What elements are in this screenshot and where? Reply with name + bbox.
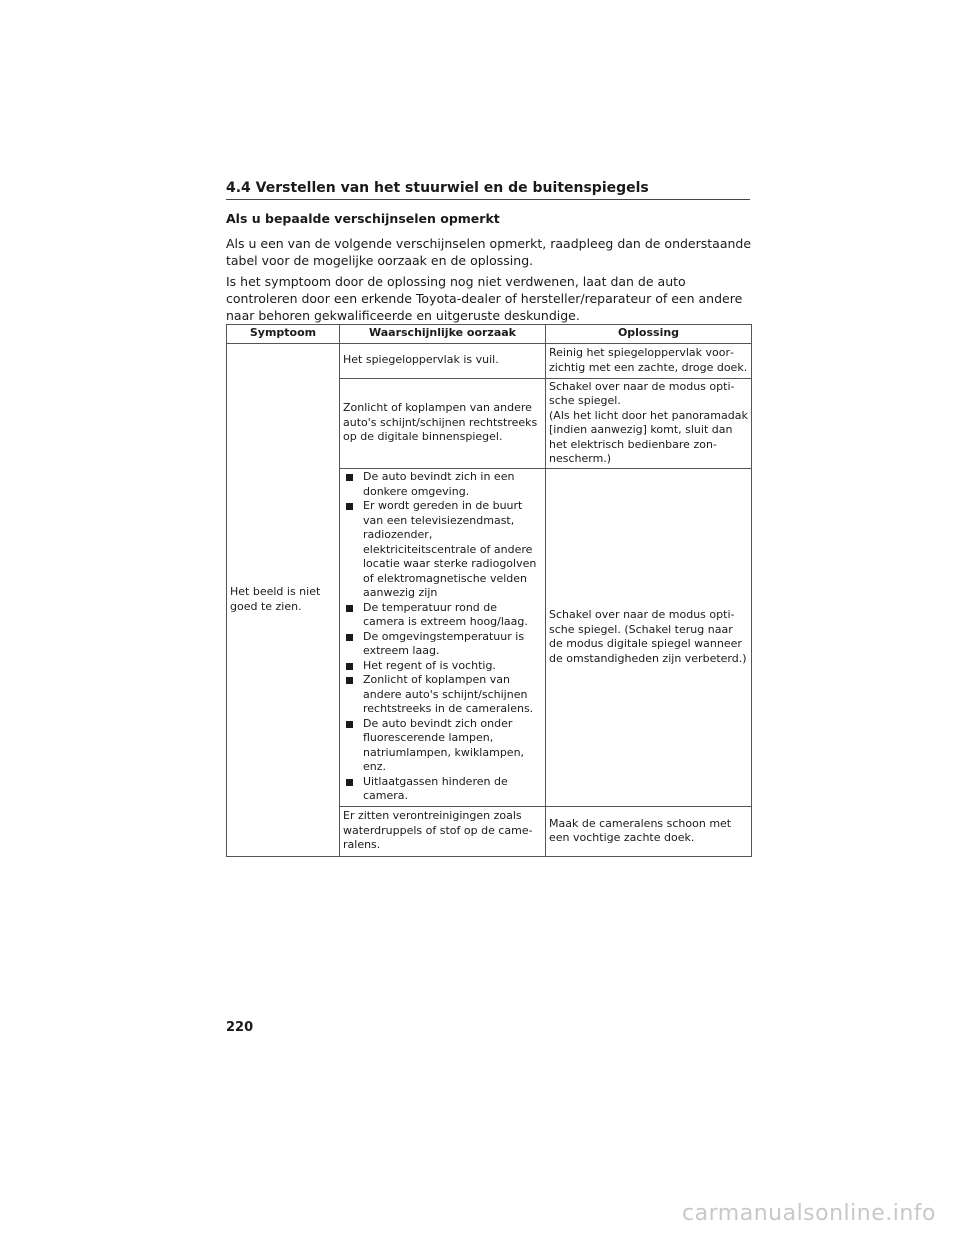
solution-cell: Reinig het spiegeloppervlak voorzichtig met een zachte, droge doek.: [546, 343, 752, 378]
symptom-cell: Het beeld is niet goed te zien.: [227, 343, 340, 856]
intro-paragraph-1: Als u een van de volgende verschijnselen opmerkt, raadpleeg dan de onderstaande tabel voor de mogelijke oorzaak en de oplossing.: [226, 236, 752, 268]
header-solution: Oplossing: [546, 325, 752, 344]
solution-cell: Schakel over naar de modus optische spiegel. (Schakel terug naar de modus digitale spiegel wanneer de omstandigheden zijn verbeterd.): [546, 468, 752, 806]
cause-cell: Het spiegeloppervlak is vuil.: [340, 343, 546, 378]
table-header-row: [227, 325, 752, 344]
troubleshooting-table: [226, 324, 752, 857]
cause-cell: Zonlicht of koplampen van andere auto's schijnt/schijnen rechtstreeks op de digitale binnenspiegel.: [340, 378, 546, 468]
list-item: De temperatuur rond de camera is extreem hoog/laag.: [343, 601, 542, 630]
cause-bullet-list: [343, 470, 542, 804]
page-number: 220: [226, 1020, 254, 1035]
solution-cell: Schakel over naar de modus optische spiegel. (Als het licht door het panoramadak [indien aanwezig] komt, sluit dan het elektrisch bedienbare zonnescherm.): [546, 378, 752, 468]
cause-cell: [340, 468, 546, 806]
list-item: Zonlicht of koplampen van andere auto's schijnt/schijnen rechtstreeks in de cameralens.: [343, 673, 542, 717]
list-item: De omgevingstemperatuur is extreem laag.: [343, 630, 542, 659]
watermark: carmanualsonline.info: [682, 1201, 936, 1226]
table-row: [227, 343, 752, 378]
list-item: De auto bevindt zich in een donkere omgeving.: [343, 470, 542, 499]
list-item: De auto bevindt zich onder fluorescerende lampen, natriumlampen, kwiklampen, enz.: [343, 717, 542, 775]
subheading: Als u bepaalde verschijnselen opmerkt: [226, 211, 500, 226]
header-symptom: Symptoom: [227, 325, 340, 344]
solution-cell: Maak de cameralens schoon met een vochtige zachte doek.: [546, 806, 752, 856]
cause-cell: Er zitten verontreinigingen zoals waterdruppels of stof op de cameralens.: [340, 806, 546, 856]
section-title: 4.4 Verstellen van het stuurwiel en de buitenspiegels: [226, 180, 750, 200]
list-item: Er wordt gereden in de buurt van een televisiezendmast, radiozender, elektriciteitscentrale of andere locatie waar sterke radiogolven of elektromagnetische velden aanwezig zijn: [343, 499, 542, 601]
list-item: Uitlaatgassen hinderen de camera.: [343, 775, 542, 804]
intro-paragraph-2: Is het symptoom door de oplossing nog niet verdwenen, laat dan de auto controleren door een erkende Toyota-dealer of hersteller/reparateur of een andere naar behoren gekwalificeerde en uitgeruste deskundige.: [226, 274, 743, 323]
header-cause: Waarschijnlijke oorzaak: [340, 325, 546, 344]
list-item: Het regent of is vochtig.: [343, 659, 542, 674]
